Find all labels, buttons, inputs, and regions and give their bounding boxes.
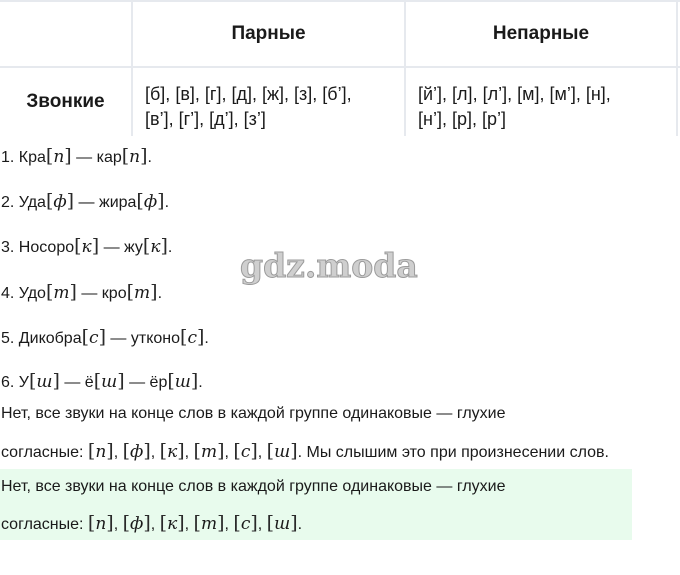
consonants-table xyxy=(0,0,680,136)
sound: п xyxy=(95,514,107,534)
paired-line-1: [б], [в], [г], [д], [ж], [з], [б’], xyxy=(145,84,352,104)
sound: п xyxy=(53,147,65,167)
sound-open-bracket: [ xyxy=(126,281,135,303)
sound-open-bracket: [ xyxy=(74,235,82,257)
sound-open-bracket: [ xyxy=(81,326,90,348)
sound-close-bracket: ] xyxy=(143,440,151,462)
sound: т xyxy=(200,514,218,534)
sound: к xyxy=(167,442,178,462)
sound-close-bracket: ] xyxy=(66,190,75,212)
sound-close-bracket: ] xyxy=(143,512,151,534)
answer-word-2: — ё xyxy=(59,374,94,391)
sound-open-bracket: [ xyxy=(159,512,168,534)
answer-word-1: 2. Уда xyxy=(1,194,46,211)
sound-open-bracket: [ xyxy=(45,145,54,167)
sound: п xyxy=(95,442,107,462)
separator: , xyxy=(150,516,160,533)
answer-line xyxy=(1,190,169,212)
sound-open-bracket: [ xyxy=(193,512,201,534)
sound-open-bracket: [ xyxy=(28,370,37,392)
sound-open-bracket: [ xyxy=(87,512,96,534)
sound-close-bracket: ] xyxy=(250,512,258,534)
sound-close-bracket: ] xyxy=(52,370,60,392)
sounds-tail: . xyxy=(297,516,303,533)
answer-line xyxy=(1,281,162,303)
unpaired-line-2: [н’], [р], [р’] xyxy=(418,109,506,129)
answer-end: . xyxy=(204,330,209,347)
answer-end: . xyxy=(167,239,173,256)
sound-close-bracket: ] xyxy=(91,235,100,257)
highlight-line-2 xyxy=(1,512,302,534)
answer-end: . xyxy=(147,149,152,166)
sound-open-bracket: [ xyxy=(136,190,144,212)
sound-open-bracket: [ xyxy=(45,190,54,212)
sound: ф xyxy=(143,192,158,212)
sound-close-bracket: ] xyxy=(150,281,158,303)
sound-close-bracket: ] xyxy=(217,440,225,462)
sound-open-bracket: [ xyxy=(167,370,175,392)
answer-word-1: 3. Носоро xyxy=(1,239,75,256)
sound-close-bracket: ] xyxy=(98,326,106,348)
answer-end: . xyxy=(198,374,203,391)
unpaired-line-1: [й’], [л], [л’], [м], [м’], [н], xyxy=(418,84,611,104)
sound-open-bracket: [ xyxy=(122,440,131,462)
sound-open-bracket: [ xyxy=(159,440,168,462)
answer-end: . xyxy=(164,194,170,211)
sound-close-bracket: ] xyxy=(196,326,205,348)
answer-end: . xyxy=(157,285,163,302)
sound: ф xyxy=(130,514,144,534)
sound-open-bracket: [ xyxy=(193,440,201,462)
sound-close-bracket: ] xyxy=(177,512,185,534)
sound-open-bracket: [ xyxy=(142,235,151,257)
answer-word-1: 1. Кра xyxy=(1,149,46,166)
answer-word-2: — жира xyxy=(74,194,137,211)
sound-close-bracket: ] xyxy=(106,440,114,462)
answer-line xyxy=(1,370,203,392)
sound: ш xyxy=(36,372,53,392)
sound-open-bracket: [ xyxy=(233,512,241,534)
answer-word-2: — жу xyxy=(99,239,143,256)
sound-close-bracket: ] xyxy=(177,440,185,462)
sound-close-bracket: ] xyxy=(64,145,72,167)
header-unpaired: Непарные xyxy=(492,23,590,44)
answer-word-2: — кро xyxy=(76,285,127,302)
answer-line xyxy=(1,326,209,348)
sound-open-bracket: [ xyxy=(180,326,188,348)
separator: , xyxy=(224,516,234,533)
separator: , xyxy=(113,444,123,461)
sound: ш xyxy=(274,514,291,534)
sound-close-bracket: ] xyxy=(157,190,165,212)
sound-open-bracket: [ xyxy=(233,440,241,462)
answer-word-1: 5. Дикобра xyxy=(1,330,82,347)
sound-open-bracket: [ xyxy=(93,370,102,392)
cell-unpaired-voiced xyxy=(406,68,676,132)
sound-open-bracket: [ xyxy=(266,440,275,462)
sound-close-bracket: ] xyxy=(290,512,298,534)
sound-close-bracket: ] xyxy=(69,281,77,303)
sounds-prefix: согласные: xyxy=(1,516,88,533)
sound: т xyxy=(134,283,151,303)
conclusion-line-1: Нет, все звуки на конце слов в каждой группе одинаковые — глухие xyxy=(1,405,506,422)
sound: с xyxy=(187,328,197,348)
sound: т xyxy=(200,442,218,462)
separator: , xyxy=(184,516,194,533)
sound: п xyxy=(129,147,141,167)
sound-close-bracket: ] xyxy=(140,145,148,167)
highlight-line-1: Нет, все звуки на конце слов в каждой группе одинаковые — глухие xyxy=(1,478,506,495)
answer-word-2: — утконо xyxy=(105,330,181,347)
paired-line-2: [в’], [г’], [д’], [з’] xyxy=(145,109,266,129)
row-header-voiced: Звонкие xyxy=(26,91,105,112)
sound-close-bracket: ] xyxy=(250,440,258,462)
answer-word-1: 4. Удо xyxy=(1,285,46,302)
watermark-logo: gdz.moda xyxy=(240,246,418,285)
sound-close-bracket: ] xyxy=(217,512,225,534)
sound-close-bracket: ] xyxy=(106,512,114,534)
separator: , xyxy=(184,444,194,461)
answer-word-2: — кар xyxy=(71,149,122,166)
sound: с xyxy=(89,328,99,348)
sounds-prefix: согласные: xyxy=(1,444,88,461)
conclusion-line-2 xyxy=(1,440,609,462)
answer-line xyxy=(1,145,152,167)
sound: ф xyxy=(130,442,144,462)
sound: с xyxy=(240,442,251,462)
sound-open-bracket: [ xyxy=(266,512,275,534)
separator: , xyxy=(150,444,160,461)
separator: , xyxy=(257,444,267,461)
sound: т xyxy=(53,283,70,303)
sound: к xyxy=(167,514,178,534)
answer-word-3: — ёр xyxy=(124,374,168,391)
sound: ш xyxy=(101,372,118,392)
header-paired: Парные xyxy=(231,23,306,44)
answer-word-1: 6. У xyxy=(1,374,29,391)
sound-close-bracket: ] xyxy=(117,370,125,392)
sound: ф xyxy=(53,192,67,212)
sound-open-bracket: [ xyxy=(45,281,54,303)
sound-close-bracket: ] xyxy=(160,235,168,257)
sound: к xyxy=(81,237,92,257)
answer-line xyxy=(1,235,172,257)
sound-open-bracket: [ xyxy=(121,145,130,167)
sound-close-bracket: ] xyxy=(290,440,298,462)
sound: с xyxy=(240,514,251,534)
table-border-right xyxy=(676,0,678,136)
separator: , xyxy=(224,444,234,461)
sound: ш xyxy=(174,372,191,392)
sounds-tail: . Мы слышим это при произнесении слов. xyxy=(297,444,609,461)
sound-open-bracket: [ xyxy=(87,440,96,462)
sound: ш xyxy=(274,442,291,462)
sound-open-bracket: [ xyxy=(122,512,131,534)
separator: , xyxy=(113,516,123,533)
separator: , xyxy=(257,516,267,533)
cell-paired-voiced xyxy=(133,68,404,132)
sound: к xyxy=(150,237,161,257)
sound-close-bracket: ] xyxy=(190,370,199,392)
